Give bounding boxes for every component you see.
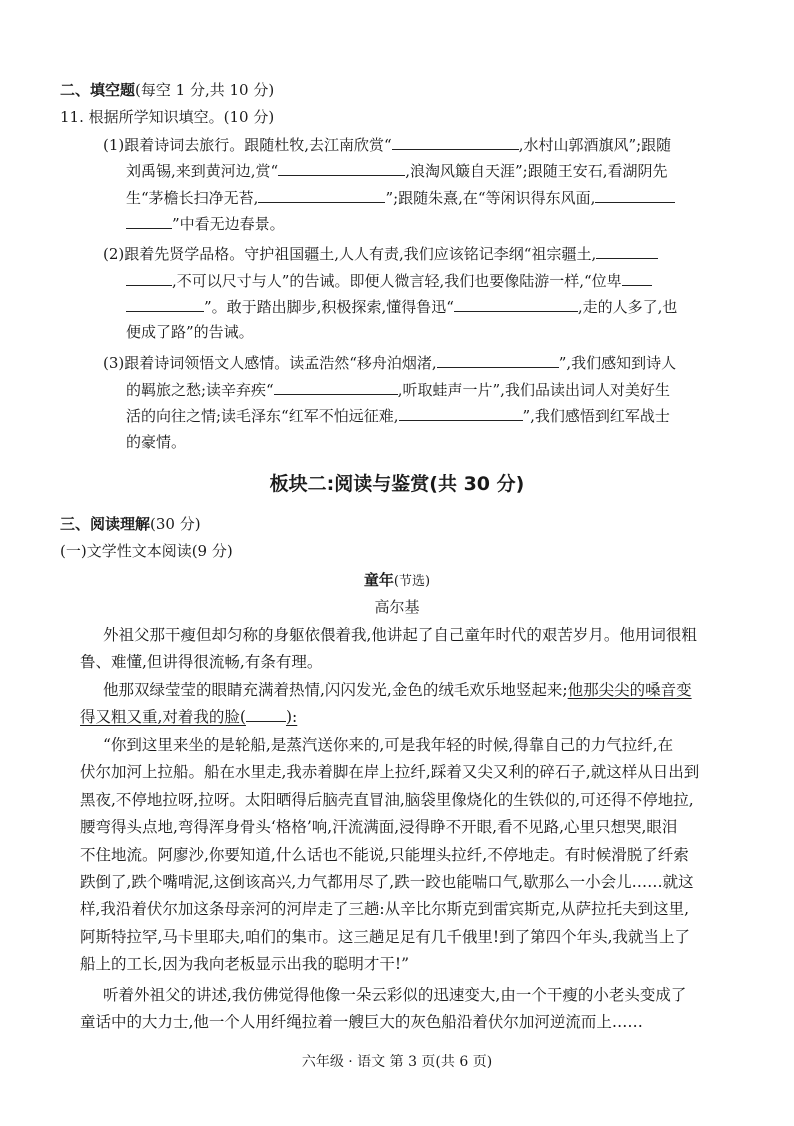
answer-blank[interactable] bbox=[246, 707, 286, 722]
article-title-text: 童年 bbox=[363, 571, 394, 589]
paragraph-line: 船上的工长,因为我向老板显示出我的聪明才干!” bbox=[80, 955, 410, 973]
q11-part1-line3 bbox=[126, 187, 675, 208]
paragraph-line: 跌倒了,跌个嘴啃泥,这倒该高兴,力气都用尽了,跌一跤也能喘口气,歇那么一小会儿……就这 bbox=[80, 873, 694, 891]
section-heading-label: 二、填空题 bbox=[60, 81, 136, 99]
section-heading bbox=[60, 80, 274, 100]
paragraph-line bbox=[103, 680, 692, 700]
underlined-sentence: 他那尖尖的嗓音变 bbox=[567, 681, 692, 699]
article-title bbox=[0, 570, 794, 592]
answer-blank[interactable] bbox=[258, 187, 385, 203]
answer-blank[interactable] bbox=[399, 405, 523, 421]
text: 的羁旅之愁;读辛弃疾“ bbox=[126, 381, 274, 399]
text: ,走的人多了,也 bbox=[577, 298, 678, 316]
section3-heading bbox=[60, 514, 201, 534]
text: (3)跟着诗词领悟文人感情。读孟浩然“移舟泊烟渚, bbox=[103, 354, 437, 372]
q11-part3-line2 bbox=[126, 379, 670, 400]
text: ”。敢于踏出脚步,积极探索,懂得鲁迅“ bbox=[204, 298, 454, 316]
page-footer: 六年级 · 语文 第 3 页(共 6 页) bbox=[301, 1054, 493, 1070]
section3-note: (30 分) bbox=[150, 515, 201, 533]
text: 生“茅檐长扫净无苔, bbox=[126, 189, 259, 207]
paragraph-line: 不住地流。阿廖沙,你要知道,什么话也不能说,只能埋头拉纤,不停地走。有时候滑脱了纤索 bbox=[80, 846, 689, 864]
text: (2)跟着先贤学品格。守护祖国疆土,人人有责,我们应该铭记李纲“祖宗疆土, bbox=[103, 245, 597, 263]
answer-blank[interactable] bbox=[454, 296, 578, 312]
question-11: 11. 根据所学知识填空。(10 分) bbox=[60, 108, 275, 126]
block-title: 板块二:阅读与鉴赏(共 30 分) bbox=[269, 473, 525, 495]
q11-part3-line3 bbox=[126, 405, 670, 426]
answer-blank[interactable] bbox=[126, 213, 172, 229]
text: ”,我们感悟到红军战士 bbox=[522, 407, 670, 425]
q11-part2-line4: 便成了路”的告诫。 bbox=[126, 323, 254, 341]
q11-part2-line2 bbox=[126, 270, 652, 291]
paragraph-line: 听着外祖父的讲述,我仿佛觉得他像一朵云彩似的迅速变大,由一个干瘦的小老头变成了 bbox=[103, 986, 687, 1004]
text: ,听取蛙声一片”,我们品读出词人对美好生 bbox=[397, 381, 670, 399]
text: ,浪淘风簸自天涯”;跟随王安石,看湖阴先 bbox=[405, 162, 668, 180]
paragraph-line: 外祖父那干瘦但却匀称的身躯依偎着我,他讲起了自己童年时代的艰苦岁月。他用词很粗 bbox=[103, 626, 697, 644]
text: ,水村山郭酒旗风”;跟随 bbox=[518, 136, 672, 154]
q11-part3-line4: 的豪情。 bbox=[126, 433, 187, 451]
section3-label: 三、阅读理解 bbox=[60, 515, 151, 533]
answer-blank[interactable] bbox=[274, 379, 398, 395]
paragraph-line: “你到这里来坐的是轮船,是蒸汽送你来的,可是我年轻的时候,得靠自己的力气拉纤,在 bbox=[103, 736, 674, 754]
q11-part1-line1 bbox=[103, 134, 671, 155]
q11-part2-line3 bbox=[126, 296, 677, 317]
subsection-title: (一)文学性文本阅读(9 分) bbox=[60, 542, 233, 560]
text: ”,我们感知到诗人 bbox=[558, 354, 677, 372]
answer-blank[interactable] bbox=[392, 134, 519, 150]
answer-blank[interactable] bbox=[126, 296, 204, 312]
paragraph-line: 腰弯得头点地,弯得浑身骨头‘格格’响,汗流满面,浸得睁不开眼,看不见路,心里只想哭,眼泪 bbox=[80, 818, 678, 836]
section-heading-note: (每空 1 分,共 10 分) bbox=[135, 81, 275, 99]
q11-part3-line1 bbox=[103, 352, 676, 373]
answer-blank[interactable] bbox=[437, 352, 559, 368]
text: (1)跟着诗词去旅行。跟随杜牧,去江南欣赏“ bbox=[103, 136, 392, 154]
answer-blank[interactable] bbox=[595, 187, 675, 203]
paragraph-line bbox=[80, 707, 297, 727]
text: ,不可以尺寸与人”的告诫。即便人微言轻,我们也要像陆游一样,“位卑 bbox=[172, 272, 622, 290]
text: 他那双绿莹莹的眼睛充满着热情,闪闪发光,金色的绒毛欢乐地竖起来; bbox=[103, 681, 568, 699]
q11-part1-line4 bbox=[126, 213, 285, 234]
paragraph-line: 黑夜,不停地拉呀,拉呀。太阳晒得后脑壳直冒油,脑袋里像烧化的生铁似的,可还得不停地拉, bbox=[80, 791, 694, 809]
q11-part1-line2 bbox=[126, 160, 667, 181]
paragraph-line: 伏尔加河上拉船。船在水里走,我赤着脚在岸上拉纤,踩着又尖又利的碎石子,就这样从日出到 bbox=[80, 763, 700, 781]
underlined-sentence: ): bbox=[285, 708, 298, 726]
answer-blank[interactable] bbox=[278, 160, 405, 176]
text: 刘禹锡,来到黄河边,赏“ bbox=[126, 162, 279, 180]
article-author: 高尔基 bbox=[374, 598, 420, 616]
answer-blank[interactable] bbox=[596, 243, 658, 259]
underlined-sentence: 得又粗又重,对着我的脸( bbox=[80, 708, 246, 726]
answer-blank[interactable] bbox=[622, 270, 652, 286]
article-title-note: (节选) bbox=[393, 574, 431, 589]
text: 活的向往之情;读毛泽东“红军不怕远征难, bbox=[126, 407, 399, 425]
paragraph-line: 童话中的大力士,他一个人用纤绳拉着一艘巨大的灰色船沿着伏尔加河逆流而上…… bbox=[80, 1013, 643, 1031]
text: ”中看无边春景。 bbox=[172, 215, 285, 233]
paragraph-line: 样,我沿着伏尔加这条母亲河的河岸走了三趟:从辛比尔斯克到雷宾斯克,从萨拉托夫到这里, bbox=[80, 900, 690, 918]
text: ”;跟随朱熹,在“等闲识得东风面, bbox=[385, 189, 596, 207]
q11-part2-line1 bbox=[103, 243, 658, 264]
paragraph-line: 阿斯特拉罕,马卡里耶夫,咱们的集市。这三趟足足有几千俄里!到了第四个年头,我就当上了 bbox=[80, 928, 691, 946]
answer-blank[interactable] bbox=[126, 270, 172, 286]
paragraph-line: 鲁、难懂,但讲得很流畅,有条有理。 bbox=[80, 653, 323, 671]
